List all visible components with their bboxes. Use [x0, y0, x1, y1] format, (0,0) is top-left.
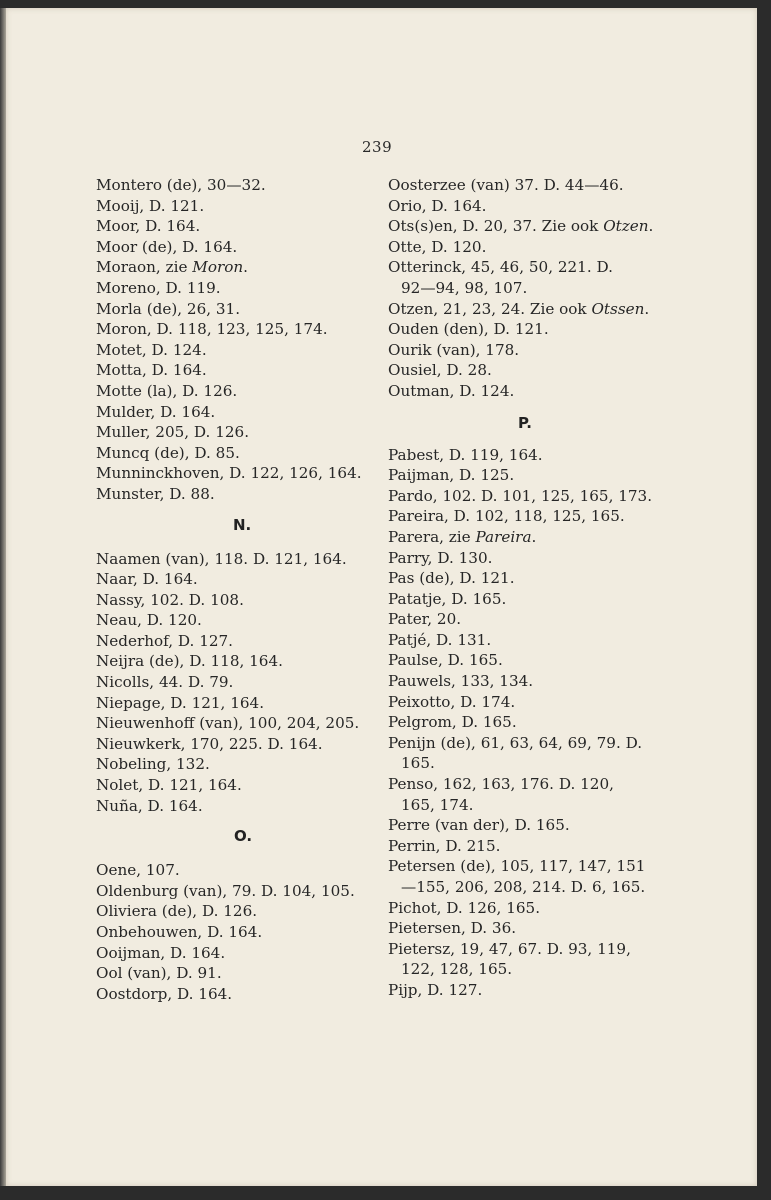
index-entry: Pietersz, 19, 47, 67. D. 93, 119, 122, 128, 165.: [388, 939, 631, 979]
index-entry: Nassy, 102. D. 108.: [96, 590, 244, 609]
index-entry: Nieuwenhoff (van), 100, 204, 205.: [96, 714, 360, 733]
index-entry: Nolet, D. 121, 164.: [96, 776, 242, 795]
index-entry: Pietersen, D. 36.: [388, 919, 517, 938]
index-entry: Moraon, zie Moron.: [96, 258, 248, 277]
index-entry: Muller, 205, D. 126.: [96, 423, 250, 442]
index-entry: Ousiel, D. 28.: [388, 361, 492, 380]
index-entry: Petersen (de), 105, 117, 147, 151 —155, 206, 208, 214. D. 6, 165.: [388, 857, 646, 896]
index-entry: Orio, D. 164.: [388, 196, 487, 215]
index-entry: Penijn (de), 61, 63, 64, 69, 79. D. 165.: [388, 733, 643, 773]
index-group-m: [96, 175, 368, 505]
index-entry: Pareira, D. 102, 118, 125, 165.: [388, 507, 625, 526]
index-entry: Otzen, 21, 23, 24. Zie ook Otssen.: [388, 299, 650, 318]
index-entry: Motte (la), D. 126.: [96, 381, 238, 400]
index-entry: Pelgrom, D. 165.: [388, 713, 517, 732]
index-entry: Muncq (de), D. 85.: [96, 443, 240, 462]
index-entry: Oostdorp, D. 164.: [96, 984, 233, 1003]
index-entry: Patjé, D. 131.: [388, 630, 492, 649]
index-entry: Ots(s)en, D. 20, 37. Zie ook Otzen.: [388, 217, 654, 236]
index-entry: Pijp, D. 127.: [388, 980, 483, 999]
index-entry: Perrin, D. 215.: [388, 836, 501, 855]
index-entry: Pas (de), D. 121.: [388, 569, 515, 588]
index-entry: Nederhof, D. 127.: [96, 631, 234, 650]
index-entry: Oldenburg (van), 79. D. 104, 105.: [96, 881, 355, 900]
index-entry: Moron, D. 118, 123, 125, 174.: [96, 320, 328, 339]
index-entry: Otte, D. 120.: [388, 237, 487, 256]
index-entry: Nobeling, 132.: [96, 755, 210, 774]
section-letter-p: P.: [518, 413, 532, 432]
index-entry: Naar, D. 164.: [96, 570, 198, 589]
index-entry: Neau, D. 120.: [96, 611, 202, 630]
index-entry: Ool (van), D. 91.: [96, 964, 222, 983]
index-entry: Patatje, D. 165.: [388, 589, 507, 608]
index-entry: Pauwels, 133, 134.: [388, 672, 534, 691]
index-entry: Montero (de), 30—32.: [96, 176, 266, 194]
right-index-column: [388, 175, 663, 1001]
index-entry: Outman, D. 124.: [388, 381, 515, 400]
index-entry: Mulder, D. 164.: [96, 402, 216, 421]
section-letter-n: N.: [233, 515, 252, 534]
index-entry: Naamen (van), 118. D. 121, 164.: [96, 549, 347, 568]
index-entry: Otterinck, 45, 46, 50, 221. D. 92—94, 98, 107.: [388, 258, 613, 297]
index-entry: Moor, D. 164.: [96, 217, 201, 236]
index-entry: Oosterzee (van) 37. D. 44—46.: [388, 176, 624, 194]
index-group-o-right: [388, 175, 663, 402]
index-entry: Ourik (van), 178.: [388, 340, 520, 359]
index-group-o-left: [96, 860, 368, 1004]
index-entry: Penso, 162, 163, 176. D. 120, 165, 174.: [388, 775, 614, 814]
index-entry: Nieuwkerk, 170, 225. D. 164.: [96, 734, 323, 753]
index-entry: Pater, 20.: [388, 610, 462, 629]
index-entry: Motet, D. 124.: [96, 340, 207, 359]
left-index-column: [96, 175, 368, 1004]
index-entry: Motta, D. 164.: [96, 361, 207, 380]
index-entry: Pichot, D. 126, 165.: [388, 898, 541, 917]
index-entry: Paijman, D. 125.: [388, 466, 515, 485]
index-entry: Pardo, 102. D. 101, 125, 165, 173.: [388, 486, 653, 505]
index-entry: Perre (van der), D. 165.: [388, 816, 570, 835]
section-letter-o: O.: [234, 827, 253, 846]
index-entry: Neijra (de), D. 118, 164.: [96, 652, 283, 671]
index-entry: Parera, zie Pareira.: [388, 527, 537, 546]
index-entry: Oliviera (de), D. 126.: [96, 902, 258, 921]
index-group-n: [96, 549, 368, 817]
index-entry: Ooijman, D. 164.: [96, 943, 226, 962]
index-entry: Niepage, D. 121, 164.: [96, 693, 265, 712]
index-entry: Pabest, D. 119, 164.: [388, 445, 543, 464]
index-group-p: [388, 445, 663, 1001]
index-entry: Peixotto, D. 174.: [388, 692, 516, 711]
index-entry: Munster, D. 88.: [96, 484, 215, 503]
index-entry: Oene, 107.: [96, 861, 180, 880]
index-entry: Onbehouwen, D. 164.: [96, 923, 263, 941]
index-entry: Moor (de), D. 164.: [96, 237, 238, 256]
index-entry: Nicolls, 44. D. 79.: [96, 673, 234, 692]
index-entry: Nuña, D. 164.: [96, 796, 203, 815]
index-entry: Munninckhoven, D. 122, 126, 164.: [96, 464, 362, 483]
index-entry: Ouden (den), D. 121.: [388, 320, 549, 339]
index-entry: Paulse, D. 165.: [388, 651, 503, 670]
index-entry: Mooij, D. 121.: [96, 196, 205, 215]
page-number: 239: [362, 138, 393, 156]
index-entry: Parry, D. 130.: [388, 548, 493, 567]
index-entry: Morla (de), 26, 31.: [96, 299, 241, 318]
index-entry: Moreno, D. 119.: [96, 278, 221, 297]
